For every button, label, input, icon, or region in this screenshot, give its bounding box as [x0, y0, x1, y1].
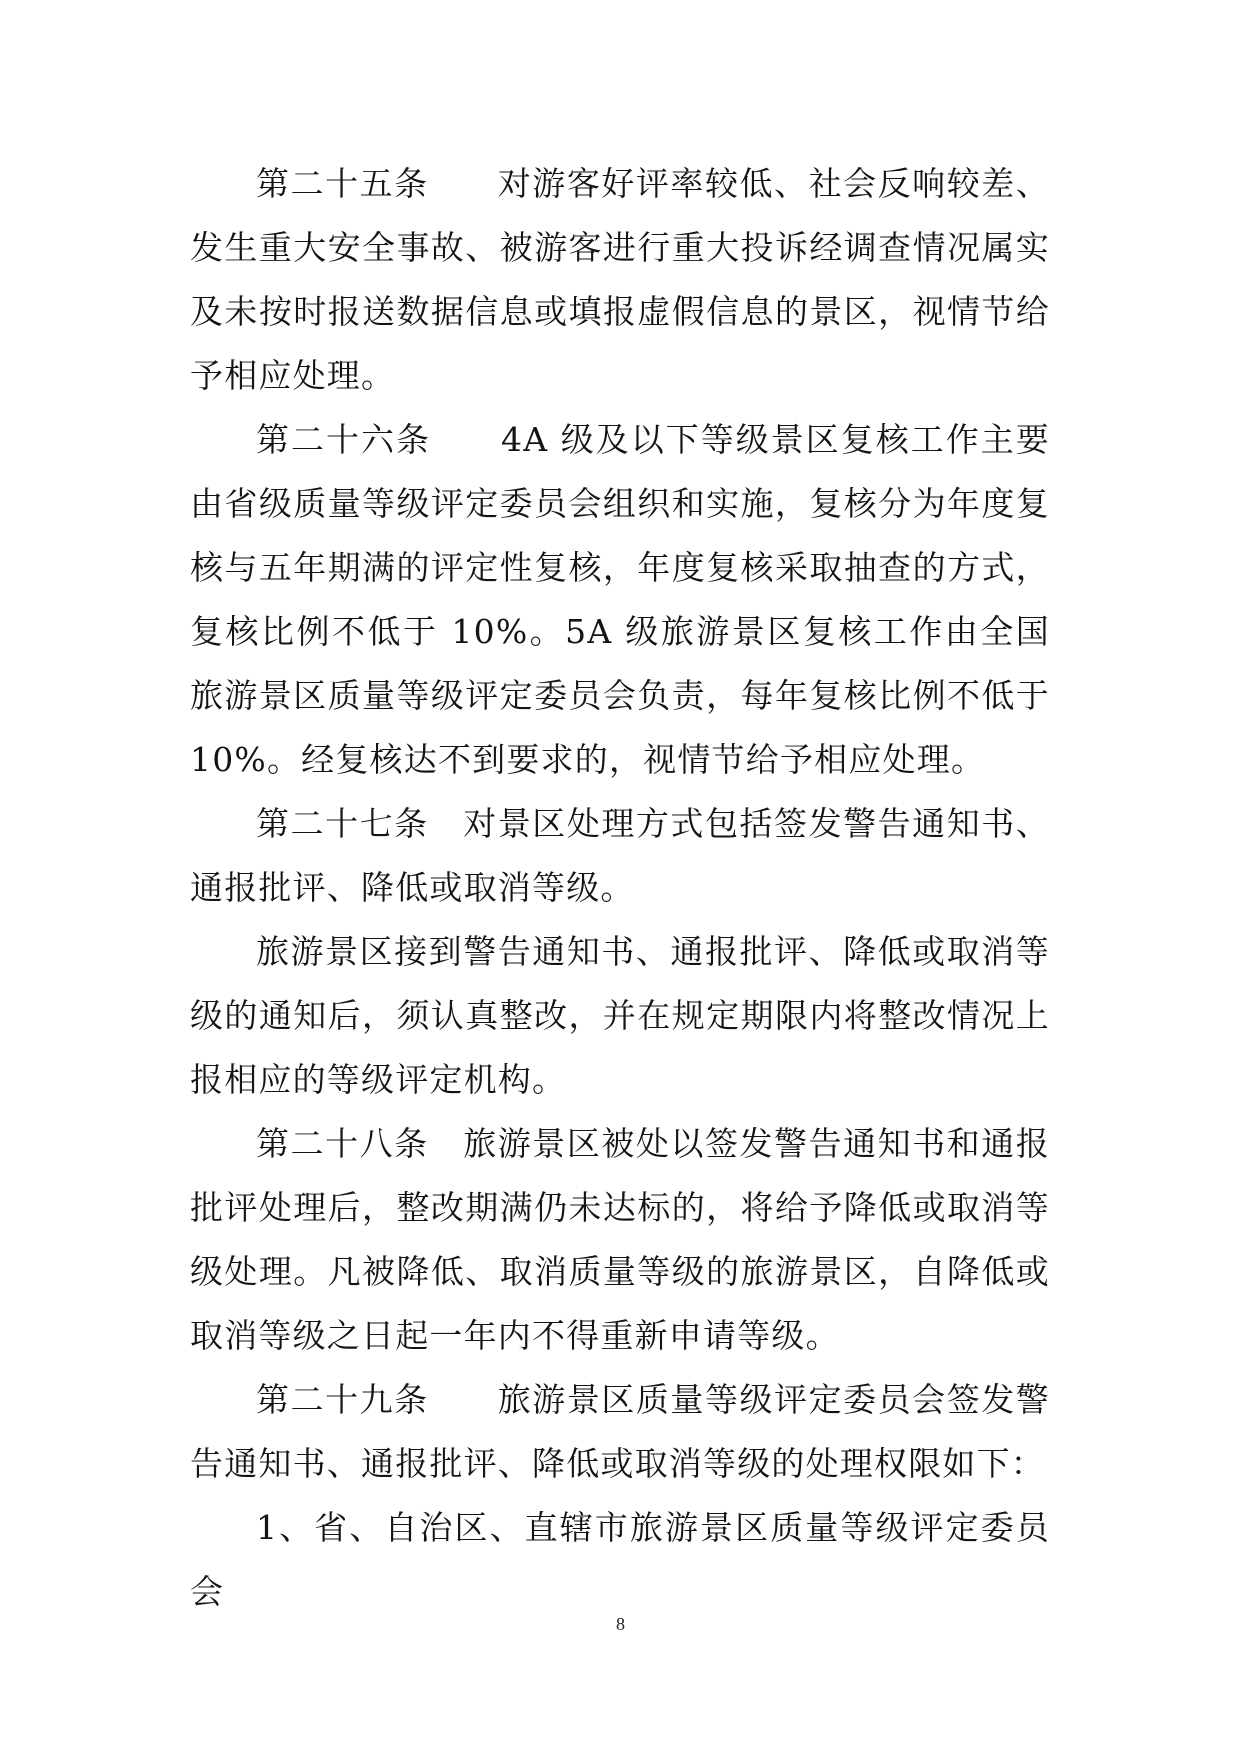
article-28-paragraph: 第二十八条 旅游景区被处以签发警告通知书和通报批评处理后，整改期满仍未达标的，将给予降低或取消等级处理。凡被降低、取消质量等级的旅游景区，自降低或取消等级之日起一年内不得重新申请等级。 — [190, 1124, 1050, 1355]
document-body — [190, 152, 1050, 1624]
article-29-paragraph: 第二十九条 旅游景区质量等级评定委员会签发警告通知书、通报批评、降低或取消等级的处理权限如下： — [190, 1380, 1050, 1483]
article-25-paragraph: 第二十五条 对游客好评率较低、社会反响较差、发生重大安全事故、被游客进行重大投诉经调查情况属实及未按时报送数据信息或填报虚假信息的景区，视情节给予相应处理。 — [190, 164, 1050, 395]
article-26-paragraph: 第二十六条 4A 级及以下等级景区复核工作主要由省级质量等级评定委员会组织和实施，复核分为年度复核与五年期满的评定性复核，年度复核采取抽查的方式，复核比例不低于 10%。5A 级旅游景区复核工作由全国旅游景区质量等级评定委员会负责，每年复核比例不低于 10%。经复核达不到要求的，视情节给予相应处理。 — [190, 420, 1050, 779]
rectification-paragraph: 旅游景区接到警告通知书、通报批评、降低或取消等级的通知后，须认真整改，并在规定期限内将整改情况上报相应的等级评定机构。 — [190, 932, 1050, 1099]
list-item-1: 1、省、自治区、直辖市旅游景区质量等级评定委员会 — [190, 1508, 1050, 1611]
article-27-paragraph: 第二十七条 对景区处理方式包括签发警告通知书、通报批评、降低或取消等级。 — [190, 804, 1050, 907]
page-number: 8 — [616, 1614, 625, 1634]
